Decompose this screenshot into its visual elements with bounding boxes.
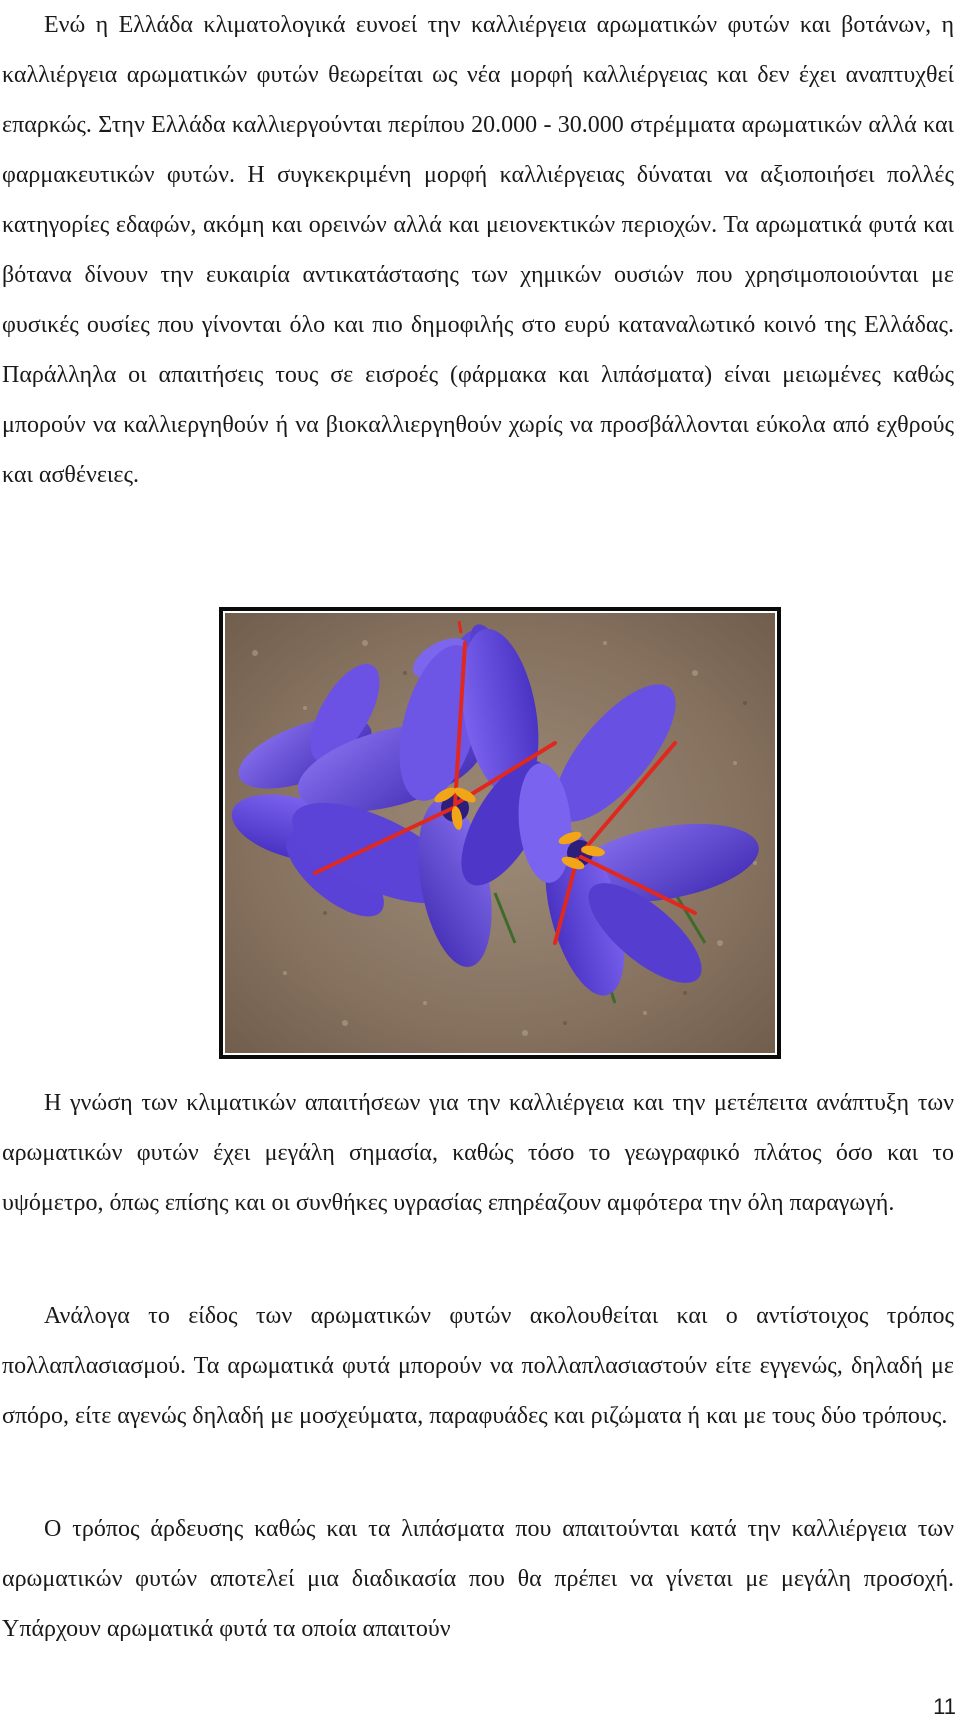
page-number: 11 <box>933 1694 956 1719</box>
paragraph-4: Ο τρόπος άρδευσης καθώς και τα λιπάσματα που απαιτούνται κατά την καλλιέργεια των αρωματικών φυτών αποτελεί μια διαδικασία που θα πρέπει να γίνεται με μεγάλη προσοχή. Υπάρχουν αρωματικά φυτά τα οποία απαιτούν <box>2 1516 954 1642</box>
saffron-crocus-photo <box>219 607 781 1059</box>
crocus-illustration <box>225 613 775 1053</box>
photo-content <box>223 611 777 1055</box>
paragraph-3: Ανάλογα το είδος των αρωματικών φυτών ακολουθείται και ο αντίστοιχος τρόπος πολλαπλασιασμού. Τα αρωματικά φυτά μπορούν να πολλαπλασιαστούν είτε εγγενώς, δηλαδή με σπόρο, είτε αγενώς δηλαδή με μοσχεύματα, παραφυάδες και ριζώματα ή και με τους δύο τρόπους. <box>2 1303 954 1429</box>
paragraph-1: Ενώ η Ελλάδα κλιματολογικά ευνοεί την καλλιέργεια αρωματικών φυτών και βοτάνων, η καλλιέργεια αρωματικών φυτών θεωρείται ως νέα μορφή καλλιέργειας και δεν έχει αναπτυχθεί επαρκώς. Στην Ελλάδα καλλιεργούνται περίπου 20.000 - 30.000 στρέμματα αρωματικών αλλά και φαρμακευτικών φυτών. Η συγκεκριμένη μορφή καλλιέργειας δύναται να αξιοποιήσει πολλές κατηγορίες εδαφών, ακόμη και ορεινών αλλά και μειονεκτικών περιοχών. Τα αρωματικά φυτά και βότανα δίνουν την ευκαιρία αντικατάστασης των χημικών ουσιών που χρησιμοποιούνται με φυσικές ουσίες που γίνονται όλο και πιο δημοφιλής στο ευρύ καταναλωτικό κοινό της Ελλάδας. Παράλληλα οι απαιτήσεις τους σε εισροές (φάρμακα και λιπάσματα) είναι μειωμένες καθώς μπορούν να καλλιεργηθούν ή να βιοκαλλιεργηθούν χωρίς να προσβάλλονται εύκολα από εχθρούς και ασθένειες. <box>2 12 954 488</box>
paragraph-2: Η γνώση των κλιματικών απαιτήσεων για την καλλιέργεια και την μετέπειτα ανάπτυξη των αρωματικών φυτών έχει μεγάλη σημασία, καθώς τόσο το γεωγραφικό πλάτος όσο και το υψόμετρο, όπως επίσης και οι συνθήκες υγρασίας επηρέαζουν αμφότερα την όλη παραγωγή. <box>2 1090 954 1216</box>
